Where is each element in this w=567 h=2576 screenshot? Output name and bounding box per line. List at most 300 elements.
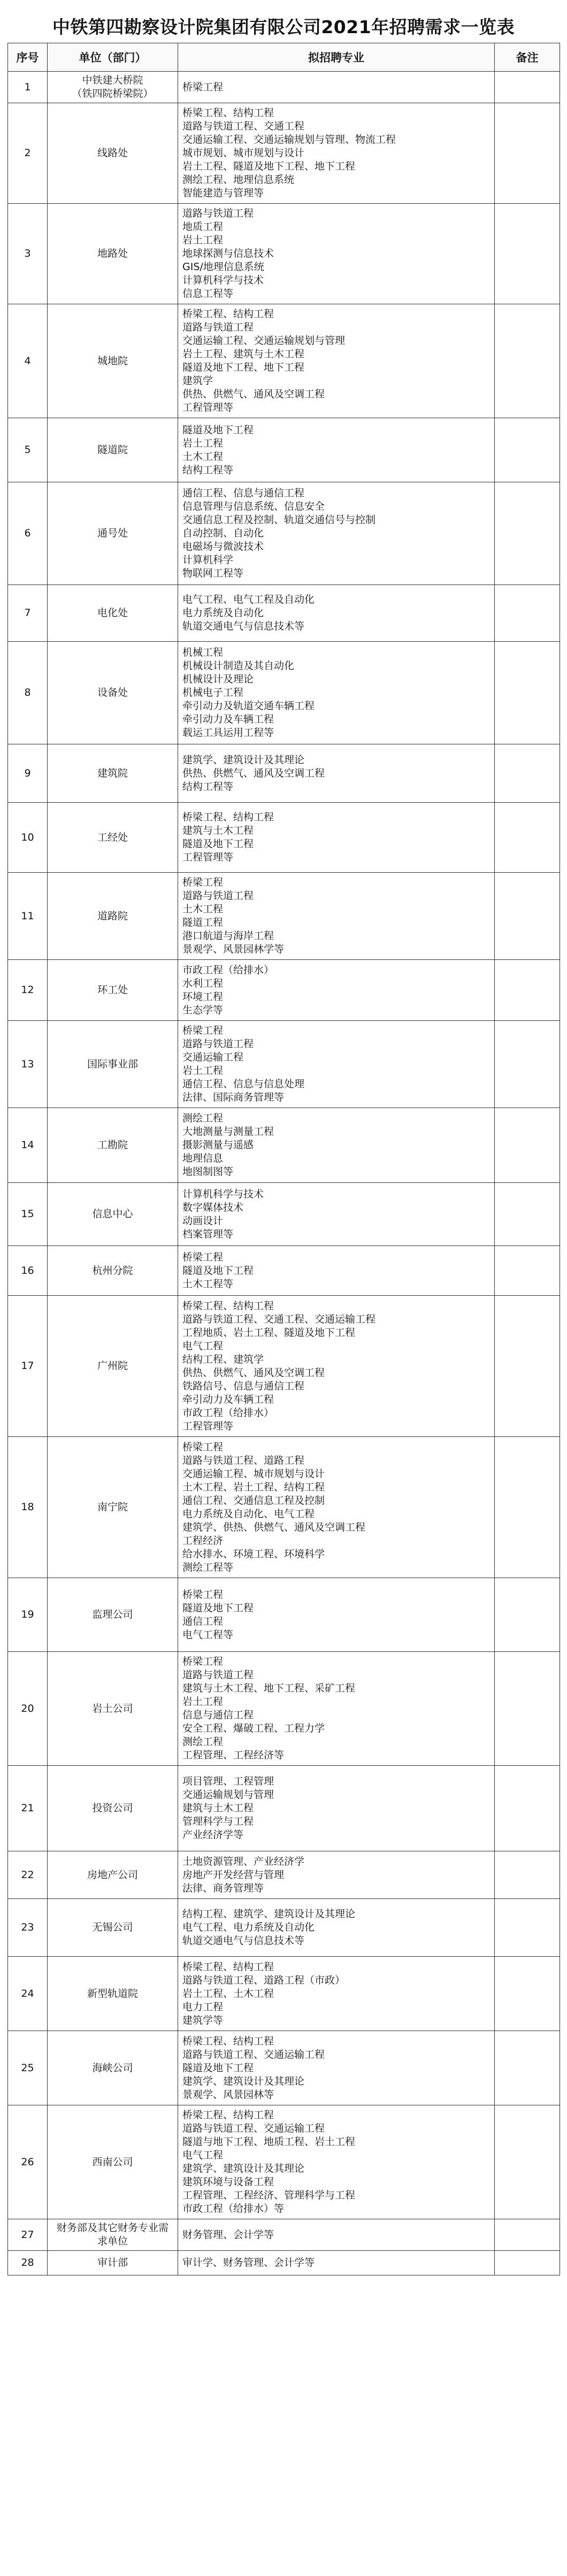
major-item: 机械设计制造及其自动化 [182, 660, 295, 672]
unit-name [48, 1851, 178, 1899]
unit-name-line: 南宁院 [97, 1501, 128, 1513]
major-item: 电气工程等 [182, 1628, 234, 1641]
major-item: 建筑学、建筑设计及其理论 [182, 2075, 305, 2087]
unit-name [48, 1766, 178, 1851]
unit-name [48, 1021, 178, 1108]
major-item: 自动控制、自动化 [182, 527, 264, 539]
remark-cell [495, 1851, 560, 1899]
remark-cell [495, 1766, 560, 1851]
row-number: 13 [8, 1021, 48, 1108]
major-item: 信息管理与信息系统、信息安全 [182, 501, 325, 512]
unit-name-line: 环工处 [97, 984, 128, 996]
major-item: 水利工程 [182, 977, 224, 989]
remark-cell [495, 2251, 560, 2275]
major-item: 桥梁工程、结构工程 [182, 107, 274, 119]
majors-list [178, 744, 495, 803]
unit-name-line: 求单位 [97, 2235, 128, 2247]
major-item: 通信工程 [182, 1615, 224, 1627]
table-row [8, 960, 560, 1021]
major-item: 项目管理、工程管理 [182, 1775, 274, 1787]
table-row [8, 204, 560, 304]
table-body [8, 72, 560, 2275]
remark-cell [495, 1246, 560, 1296]
major-item: 铁路信号、信息与通信工程 [182, 1380, 305, 1392]
majors-list [178, 304, 495, 418]
table-row [8, 803, 560, 873]
unit-name-line: 无锡公司 [92, 1921, 133, 1933]
row-number: 18 [8, 1437, 48, 1578]
major-item: 建筑与土木工程 [182, 825, 254, 836]
major-item: 电力系统及自动化 [182, 607, 264, 619]
unit-name [48, 418, 178, 482]
major-item: 土木工程 [182, 903, 224, 915]
major-item: 结构工程等 [182, 780, 234, 793]
remark-cell [495, 1899, 560, 1957]
unit-name [48, 2031, 178, 2105]
major-item: 结构工程、建筑学、建筑设计及其理论 [182, 1908, 356, 1920]
table-row [8, 1437, 560, 1578]
major-item: 交通运输工程、城市规划与设计 [182, 1467, 325, 1480]
major-item: 地理信息 [182, 1152, 224, 1164]
major-item: 桥梁工程、结构工程 [182, 2035, 274, 2047]
major-item: 建筑学、供热、供燃气、通风及空调工程 [182, 1521, 366, 1533]
table-row [8, 482, 560, 585]
majors-list [178, 585, 495, 642]
majors-list [178, 1296, 495, 1437]
major-item: 供热、供燃气、通风及空调工程 [182, 388, 325, 400]
unit-name-line: 中铁建大桥院 [82, 74, 143, 86]
row-number: 11 [8, 873, 48, 960]
remark-cell [495, 744, 560, 803]
row-number: 7 [8, 585, 48, 642]
major-item: 电气工程 [182, 1340, 224, 1352]
major-item: 法律、商务管理等 [182, 1882, 264, 1894]
majors-list [178, 1246, 495, 1296]
major-item: 工程管理等 [182, 851, 234, 863]
major-item: 工程管理、工程经济、管理科学与工程 [182, 2189, 356, 2201]
unit-name-line: 国际事业部 [87, 1058, 138, 1070]
major-item: 数字媒体技术 [182, 1201, 244, 1213]
unit-name-line: 信息中心 [92, 1208, 133, 1220]
recruitment-table [7, 43, 560, 2275]
major-item: 市政工程（给排水） [182, 1406, 274, 1419]
table-row [8, 304, 560, 418]
row-number: 2 [8, 103, 48, 204]
major-item: 供热、供燃气、通风及空调工程 [182, 1366, 325, 1379]
majors-list [178, 418, 495, 482]
row-number: 1 [8, 72, 48, 103]
majors-list [178, 1652, 495, 1766]
major-item: 隧道及地下工程 [182, 424, 254, 436]
major-item: 道路与铁道工程 [182, 890, 254, 902]
unit-name [48, 72, 178, 103]
row-number: 5 [8, 418, 48, 482]
major-item: 港口航道与海岸工程 [182, 930, 274, 942]
remark-cell [495, 2031, 560, 2105]
remark-cell [495, 1183, 560, 1246]
unit-name-line: 道路院 [97, 910, 128, 922]
major-item: 景观学、风景园林等 [182, 2088, 274, 2101]
major-item: 市政工程（给排水）等 [182, 2203, 285, 2214]
table-row [8, 873, 560, 960]
major-item: 土木工程 [182, 450, 224, 463]
major-item: 道路与铁道工程、交通工程 [182, 120, 305, 132]
major-item: 土木工程、岩土工程、结构工程 [182, 1481, 325, 1493]
major-item: 工程管理等 [182, 402, 234, 413]
major-item: 信息工程等 [182, 288, 234, 299]
row-number: 22 [8, 1851, 48, 1899]
major-item: 道路与铁道工程 [182, 321, 254, 333]
remark-cell [495, 2105, 560, 2219]
major-item: 房地产开发经营与管理 [182, 1868, 285, 1881]
unit-name [48, 1296, 178, 1437]
remark-cell [495, 585, 560, 642]
row-number: 15 [8, 1183, 48, 1246]
unit-name-line: 工勘院 [97, 1139, 128, 1151]
unit-name-line: （铁四院桥梁院） [72, 88, 154, 99]
remark-cell [495, 418, 560, 482]
unit-name-line: 西南公司 [92, 2156, 133, 2168]
remark-cell [495, 482, 560, 585]
major-item: 生态学等 [182, 1004, 224, 1016]
table-row [8, 1851, 560, 1899]
remark-cell [495, 72, 560, 103]
major-item: 桥梁工程、结构工程 [182, 2109, 274, 2121]
unit-name [48, 1437, 178, 1578]
unit-name-line: 隧道院 [97, 444, 128, 456]
unit-name-line: 设备处 [97, 687, 128, 698]
unit-name-line: 地路处 [97, 248, 128, 259]
major-item: 档案管理等 [182, 1228, 234, 1240]
major-item: 计算机科学 [182, 554, 234, 566]
major-item: 桥梁工程、结构工程 [182, 1299, 274, 1312]
majors-list [178, 2251, 495, 2275]
majors-list [178, 873, 495, 960]
row-number: 19 [8, 1578, 48, 1652]
major-item: 交通信息工程及控制、轨道交通信号与控制 [182, 514, 376, 526]
major-item: 通信工程、信息与信息处理 [182, 1078, 305, 1090]
row-number: 27 [8, 2219, 48, 2251]
header-remark: 备注 [495, 43, 560, 72]
unit-name-line: 财务部及其它财务专业需 [56, 2222, 168, 2234]
table-row [8, 1957, 560, 2031]
remark-cell [495, 1652, 560, 1766]
remark-cell [495, 642, 560, 744]
major-item: 隧道及地下工程 [182, 1264, 254, 1277]
major-item: 智能建造与管理等 [182, 187, 264, 199]
major-item: 道路与铁道工程、道路工程（市政） [182, 1974, 346, 1986]
major-item: 道路与铁道工程 [182, 1669, 254, 1681]
major-item: 财务管理、会计学等 [182, 2228, 274, 2241]
major-item: 建筑学 [182, 375, 213, 387]
major-item: 桥梁工程 [182, 1588, 224, 1601]
row-number: 17 [8, 1296, 48, 1437]
row-number: 20 [8, 1652, 48, 1766]
major-item: 市政工程（给排水） [182, 964, 274, 976]
remark-cell [495, 1296, 560, 1437]
unit-name-line: 房地产公司 [87, 1868, 138, 1881]
major-item: 建筑环境与设备工程 [182, 2176, 274, 2188]
row-number: 26 [8, 2105, 48, 2219]
table-row [8, 418, 560, 482]
remark-cell [495, 1578, 560, 1652]
table-row [8, 744, 560, 803]
majors-list [178, 1021, 495, 1108]
major-item: 建筑学、建筑设计及其理论 [182, 2163, 305, 2174]
major-item: 法律、国际商务管理等 [182, 1091, 285, 1103]
major-item: 隧道与地下工程、地质工程、岩土工程 [182, 2136, 356, 2148]
row-number: 4 [8, 304, 48, 418]
major-item: 桥梁工程 [182, 1656, 224, 1667]
major-item: 电磁场与微波技术 [182, 541, 264, 552]
major-item: 地球探测与信息技术 [182, 248, 274, 259]
row-number: 25 [8, 2031, 48, 2105]
major-item: 隧道及地下工程、地下工程 [182, 362, 305, 373]
major-item: 岩土工程、土木工程 [182, 1987, 274, 2000]
table-row [8, 1021, 560, 1108]
row-number: 23 [8, 1899, 48, 1957]
major-item: 电力系统及自动化、电气工程 [182, 1508, 315, 1520]
unit-name [48, 482, 178, 585]
remark-cell [495, 204, 560, 304]
major-item: 交通运输工程 [182, 1051, 244, 1063]
major-item: 桥梁工程、结构工程 [182, 1960, 274, 1973]
remark-cell [495, 960, 560, 1021]
majors-list [178, 1437, 495, 1578]
unit-name-line: 新型轨道院 [87, 1987, 138, 2000]
unit-name-line: 工经处 [97, 831, 128, 843]
unit-name-line: 监理公司 [92, 1609, 133, 1620]
major-item: 载运工具运用工程等 [182, 727, 274, 739]
major-item: 岩土工程 [182, 234, 224, 246]
major-item: 电气工程、电气工程及自动化 [182, 594, 315, 605]
table-row [8, 1766, 560, 1851]
majors-list [178, 72, 495, 103]
row-number: 28 [8, 2251, 48, 2275]
table-row [8, 2031, 560, 2105]
table-row [8, 585, 560, 642]
table-row [8, 642, 560, 744]
unit-name [48, 2219, 178, 2251]
major-item: 牵引动力及车辆工程 [182, 713, 274, 725]
unit-name-line: 海峡公司 [92, 2062, 133, 2074]
majors-list [178, 103, 495, 204]
major-item: 机械电子工程 [182, 687, 244, 698]
remark-cell [495, 1957, 560, 2031]
major-item: 结构工程等 [182, 464, 234, 476]
remark-cell [495, 803, 560, 873]
table-row [8, 1578, 560, 1652]
table-row [8, 72, 560, 103]
major-item: 土地资源管理、产业经济学 [182, 1855, 305, 1867]
major-item: 管理科学与工程 [182, 1816, 254, 1827]
majors-list [178, 2219, 495, 2251]
major-item: 工程地质、岩土工程、隧道及地下工程 [182, 1326, 356, 1339]
unit-name [48, 103, 178, 204]
unit-name [48, 1899, 178, 1957]
major-item: 计算机科学与技术 [182, 1188, 264, 1200]
major-item: 岩土工程 [182, 437, 224, 449]
row-number: 21 [8, 1766, 48, 1851]
major-item: 电力工程 [182, 2001, 224, 2013]
major-item: 工程管理、工程经济等 [182, 1749, 285, 1761]
major-item: 环境工程 [182, 990, 224, 1003]
major-item: 道路与铁道工程 [182, 1038, 254, 1050]
remark-cell [495, 1108, 560, 1183]
majors-list [178, 2105, 495, 2219]
majors-list [178, 1899, 495, 1957]
row-number: 10 [8, 803, 48, 873]
major-item: 轨道交通电气与信息技术等 [182, 620, 305, 632]
remark-cell [495, 1437, 560, 1578]
major-item: 隧道及地下工程 [182, 838, 254, 850]
row-number: 8 [8, 642, 48, 744]
major-item: 测绘工程 [182, 1112, 224, 1124]
major-item: 道路与铁道工程 [182, 207, 254, 219]
unit-name-line: 线路处 [97, 147, 128, 159]
majors-list [178, 960, 495, 1021]
unit-name-line: 审计部 [97, 2257, 128, 2269]
table-row [8, 1899, 560, 1957]
majors-list [178, 1851, 495, 1899]
majors-list [178, 1183, 495, 1246]
unit-name [48, 1957, 178, 2031]
major-item: 隧道工程 [182, 917, 224, 928]
unit-name [48, 1578, 178, 1652]
major-item: 牵引动力及轨道交通车辆工程 [182, 700, 315, 712]
major-item: 电气工程、电力系统及自动化 [182, 1921, 315, 1933]
major-item: 交通运输工程、交通运输规划与管理、物流工程 [182, 134, 396, 145]
unit-name-line: 建筑院 [97, 767, 128, 779]
unit-name [48, 873, 178, 960]
major-item: 建筑与土木工程、地下工程、采矿工程 [182, 1682, 356, 1694]
major-item: 岩土工程 [182, 1696, 224, 1708]
major-item: 大地测量与测量工程 [182, 1126, 274, 1137]
unit-name [48, 204, 178, 304]
unit-name [48, 744, 178, 803]
major-item: 机械设计及理论 [182, 673, 254, 685]
unit-name-line: 岩土公司 [92, 1702, 133, 1714]
unit-name [48, 1246, 178, 1296]
row-number: 12 [8, 960, 48, 1021]
unit-name [48, 2251, 178, 2275]
major-item: 安全工程、爆破工程、工程力学 [182, 1723, 325, 1734]
major-item: 岩土工程、隧道及地下工程、地下工程 [182, 160, 356, 172]
major-item: 结构工程、建筑学 [182, 1353, 264, 1365]
major-item: 工程管理等 [182, 1420, 234, 1432]
major-item: 桥梁工程 [182, 876, 224, 888]
major-item: 桥梁工程 [182, 1441, 224, 1453]
majors-list [178, 1108, 495, 1183]
major-item: 计算机科学与技术 [182, 274, 264, 286]
row-number: 6 [8, 482, 48, 585]
major-item: 交通运输规划与管理 [182, 1789, 274, 1801]
major-item: 桥梁工程 [182, 1251, 224, 1263]
major-item: 桥梁工程、结构工程 [182, 308, 274, 320]
unit-name-line: 通号处 [97, 527, 128, 539]
table-row [8, 2219, 560, 2251]
remark-cell [495, 2219, 560, 2251]
header-unit: 单位（部门） [48, 43, 178, 72]
major-item: 摄影测量与遥感 [182, 1139, 254, 1151]
majors-list [178, 803, 495, 873]
major-item: 地质工程 [182, 221, 224, 233]
table-row [8, 103, 560, 204]
majors-list [178, 642, 495, 744]
table-row [8, 1652, 560, 1766]
major-item: 地图制图等 [182, 1166, 234, 1178]
unit-name-line: 电化处 [97, 607, 128, 619]
major-item: 景观学、风景园林学等 [182, 943, 285, 955]
major-item: 给水排水、环境工程、环境科学 [182, 1548, 325, 1560]
unit-name [48, 1108, 178, 1183]
major-item: 供热、供燃气、通风及空调工程 [182, 767, 325, 779]
table-row [8, 2251, 560, 2275]
row-number: 24 [8, 1957, 48, 2031]
majors-list [178, 1766, 495, 1851]
remark-cell [495, 873, 560, 960]
unit-name [48, 2105, 178, 2219]
table-row [8, 1108, 560, 1183]
major-item: 通信工程、交通信息工程及控制 [182, 1494, 325, 1506]
major-item: 工程经济 [182, 1534, 224, 1547]
unit-name [48, 1183, 178, 1246]
table-row [8, 1246, 560, 1296]
table-row [8, 1183, 560, 1246]
major-item: 隧道及地下工程 [182, 1602, 254, 1614]
major-item: 道路与铁道工程、道路工程 [182, 1454, 305, 1466]
unit-name-line: 杭州分院 [92, 1264, 133, 1277]
remark-cell [495, 1021, 560, 1108]
major-item: 土木工程等 [182, 1278, 234, 1290]
row-number: 16 [8, 1246, 48, 1296]
major-item: 道路与铁道工程、交通工程、交通运输工程 [182, 1313, 376, 1325]
major-item: 测绘工程等 [182, 1561, 234, 1573]
major-item: 动画设计 [182, 1214, 224, 1227]
major-item: 城市规划、城市规划与设计 [182, 147, 305, 159]
unit-name-line: 投资公司 [92, 1802, 133, 1814]
unit-name [48, 1652, 178, 1766]
table-header-row [8, 43, 560, 72]
header-majors: 拟招聘专业 [178, 43, 495, 72]
major-item: 道路与铁道工程、交通运输工程 [182, 2048, 325, 2060]
major-item: 建筑学等 [182, 2014, 224, 2026]
major-item: 产业经济学等 [182, 1829, 244, 1841]
majors-list [178, 482, 495, 585]
unit-name [48, 803, 178, 873]
major-item: 审计学、财务管理、会计学等 [182, 2257, 315, 2269]
unit-name-line: 城地院 [97, 355, 128, 367]
row-number: 9 [8, 744, 48, 803]
table-row [8, 1296, 560, 1437]
unit-name-line: 广州院 [97, 1360, 128, 1372]
major-item: 建筑与土木工程 [182, 1802, 254, 1814]
unit-name [48, 585, 178, 642]
major-item: 信息与通信工程 [182, 1709, 254, 1721]
major-item: 物联网工程等 [182, 567, 244, 579]
major-item: 隧道及地下工程 [182, 2062, 254, 2074]
header-no: 序号 [8, 43, 48, 72]
major-item: GIS/地理信息系统 [182, 261, 264, 273]
major-item: 轨道交通电气与信息技术等 [182, 1935, 305, 1947]
major-item: 机械工程 [182, 647, 224, 658]
major-item: 交通运输工程、交通运输规划与管理 [182, 335, 346, 347]
unit-name [48, 304, 178, 418]
unit-name [48, 642, 178, 744]
major-item: 建筑学、建筑设计及其理论 [182, 753, 305, 766]
row-number: 14 [8, 1108, 48, 1183]
row-number: 3 [8, 204, 48, 304]
